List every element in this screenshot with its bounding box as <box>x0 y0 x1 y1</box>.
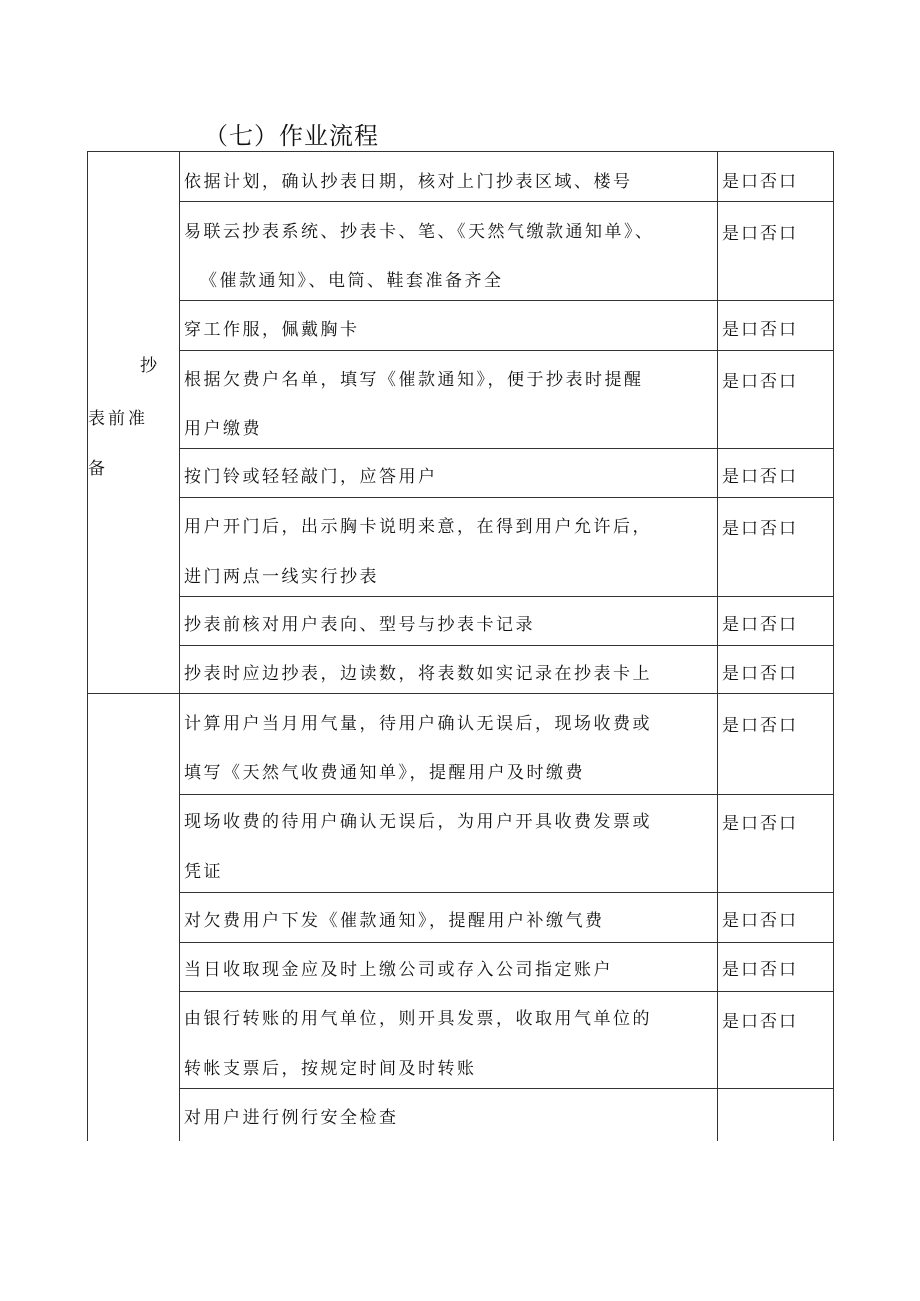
table-row-text-cont: 进门两点一线实行抄表 <box>184 567 379 587</box>
table-row-text-cont: 凭证 <box>184 862 223 882</box>
category-label-line2: 表前准 <box>88 409 148 429</box>
yes-no-checkbox[interactable]: 是口否口 <box>722 814 798 834</box>
yes-no-checkbox[interactable]: 是口否口 <box>722 664 798 684</box>
table-section-divider <box>87 693 834 694</box>
category-label-line1: 抄 <box>140 356 160 376</box>
yes-no-checkbox[interactable]: 是口否口 <box>722 615 798 635</box>
row-divider <box>179 596 834 597</box>
table-row-text: 对用户进行例行安全检查 <box>184 1108 399 1128</box>
table-row-text: 根据欠费户名单，填写《催款通知》，便于抄表时提醒 <box>184 370 644 390</box>
yes-no-checkbox[interactable]: 是口否口 <box>722 372 798 392</box>
row-divider <box>179 794 834 795</box>
yes-no-checkbox[interactable]: 是口否口 <box>722 224 798 244</box>
table-row-text: 当日收取现金应及时上缴公司或存入公司指定账户 <box>184 960 613 980</box>
yes-no-checkbox[interactable]: 是口否口 <box>722 716 798 736</box>
table-row-text: 抄表前核对用户表向、型号与抄表卡记录 <box>184 615 535 635</box>
table-row-text: 用户开门后，出示胸卡说明来意，在得到用户允许后， <box>184 517 652 537</box>
table-row-text-cont: 《催款通知》、电筒、鞋套准备齐全 <box>200 271 504 291</box>
yes-no-checkbox[interactable]: 是口否口 <box>722 960 798 980</box>
table-row-text: 易联云抄表系统、抄表卡、笔、《天然气缴款通知单》、 <box>184 222 655 242</box>
row-divider <box>179 991 834 992</box>
table-row-text: 穿工作服，佩戴胸卡 <box>184 320 360 340</box>
yes-no-checkbox[interactable]: 是口否口 <box>722 519 798 539</box>
row-divider <box>179 448 834 449</box>
section-title: （七）作业流程 <box>204 122 379 150</box>
yes-no-checkbox[interactable]: 是口否口 <box>722 172 798 192</box>
row-divider <box>179 497 834 498</box>
table-row-text: 对欠费用户下发《催款通知》，提醒用户补缴气费 <box>184 911 605 931</box>
table-border-top <box>87 151 834 152</box>
row-divider <box>179 201 834 202</box>
row-divider <box>179 942 834 943</box>
row-divider <box>179 892 834 893</box>
yes-no-checkbox[interactable]: 是口否口 <box>722 911 798 931</box>
yes-no-checkbox[interactable]: 是口否口 <box>722 320 798 340</box>
table-row-text: 由银行转账的用气单位，则开具发票，收取用气单位的 <box>184 1009 652 1029</box>
table-border-left <box>87 151 88 1141</box>
table-row-text: 依据计划，确认抄表日期，核对上门抄表区域、楼号 <box>184 172 633 192</box>
table-row-text-cont: 转帐支票后，按规定时间及时转账 <box>184 1059 477 1079</box>
table-row-text: 计算用户当月用气量，待用户确认无误后，现场收费或 <box>184 714 652 734</box>
yes-no-checkbox[interactable]: 是口否口 <box>722 1012 798 1032</box>
row-divider <box>179 1088 834 1089</box>
table-row-text: 按门铃或轻轻敲门，应答用户 <box>184 467 438 487</box>
table-row-text-cont: 用户缴费 <box>184 419 262 439</box>
table-row-text: 现场收费的待用户确认无误后，为用户开具收费发票或 <box>184 812 652 832</box>
table-row-text-cont: 填写《天然气收费通知单》，提醒用户及时缴费 <box>184 763 585 783</box>
row-divider <box>179 645 834 646</box>
yes-no-checkbox[interactable]: 是口否口 <box>722 467 798 487</box>
row-divider <box>179 350 834 351</box>
category-label-line3: 备 <box>88 459 108 479</box>
row-divider <box>179 300 834 301</box>
table-row-text: 抄表时应边抄表，边读数，将表数如实记录在抄表卡上 <box>184 664 652 684</box>
